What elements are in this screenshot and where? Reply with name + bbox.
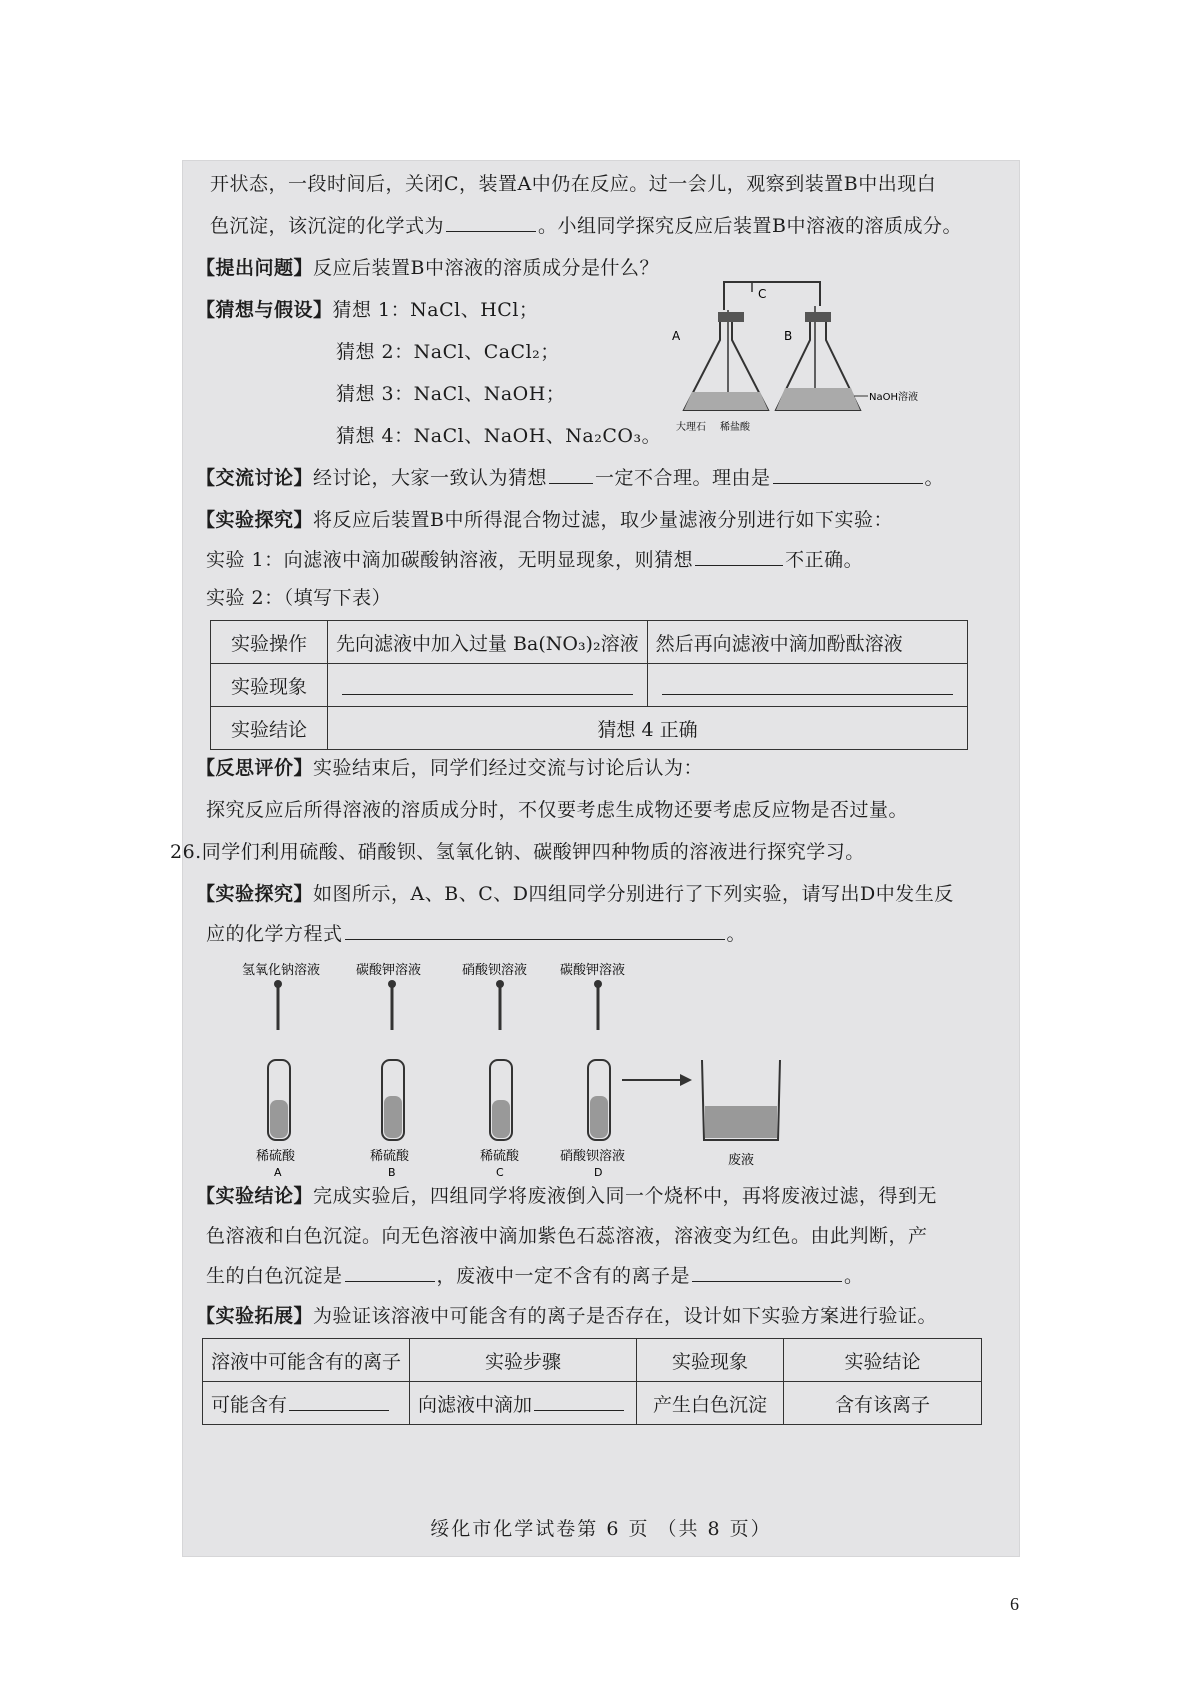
question-section: 【提出问题】反应后装置B中溶液的溶质成分是什么？: [196, 257, 659, 279]
label-b: B: [784, 329, 793, 343]
table-cell: 猜想 4 正确: [328, 707, 968, 750]
waste-beaker: [702, 1060, 780, 1168]
reflection-section: 【反思评价】实验结束后，同学们经过交流与讨论后认为：: [196, 757, 704, 779]
svg-text:A: A: [274, 1166, 282, 1179]
table-cell[interactable]: 向滤液中滴加: [410, 1382, 637, 1425]
svg-text:硝酸钡溶液: 硝酸钡溶液: [462, 963, 528, 978]
answer-cell[interactable]: [328, 664, 648, 707]
hypothesis-2: 猜想 2：NaCl、CaCl₂；: [336, 341, 560, 363]
table-header: 溶液中可能含有的离子: [203, 1339, 410, 1382]
equation-line: 应的化学方程式 。: [206, 923, 747, 945]
svg-text:D: D: [594, 1166, 603, 1179]
answer-blank[interactable]: [695, 547, 783, 566]
hypothesis-section: 【猜想与假设】猜想 1：NaCl、HCl；: [196, 299, 539, 321]
extension-table: [202, 1338, 982, 1425]
table-header: 实验结论: [784, 1339, 982, 1382]
conclusion-section: 【实验结论】完成实验后，四组同学将废液倒入同一个烧杯中，再将废液过滤，得到无: [196, 1185, 938, 1207]
experiment-26: 【实验探究】如图所示，A、B、C、D四组同学分别进行了下列实验，请写出D中发生反: [196, 883, 954, 905]
table-cell: 含有该离子: [784, 1382, 982, 1425]
svg-text:碳酸钾溶液: 碳酸钾溶液: [356, 963, 422, 978]
table-cell: 然后再向滤液中滴加酚酞溶液: [647, 621, 967, 664]
table-header: 实验现象: [637, 1339, 784, 1382]
page-footer: 绥化市化学试卷第 6 页 （共 8 页）: [430, 1518, 772, 1540]
test-tubes-diagram: [242, 960, 902, 1180]
experiment-1: 实验 1：向滤液中滴加碳酸钠溶液，无明显现象，则猜想 不正确。: [206, 549, 864, 571]
page-number: 6: [1010, 1594, 1019, 1614]
answer-cell[interactable]: [647, 664, 967, 707]
svg-text:B: B: [388, 1166, 396, 1179]
svg-text:氢氧化钠溶液: 氢氧化钠溶液: [242, 963, 321, 978]
naoh-label: NaOH溶液: [869, 392, 918, 403]
svg-text:稀硫酸: 稀硫酸: [370, 1149, 410, 1164]
tube-c: [462, 962, 527, 1179]
svg-text:稀硫酸: 稀硫酸: [480, 1149, 520, 1164]
table-cell[interactable]: 可能含有: [203, 1382, 410, 1425]
table-cell: 实验结论: [211, 707, 328, 750]
tube-d: [560, 962, 625, 1179]
table-cell: 实验现象: [211, 664, 328, 707]
answer-blank[interactable]: [534, 1392, 624, 1411]
marble-label: 大理石: [676, 422, 706, 433]
svg-text:废液: 废液: [728, 1153, 755, 1168]
tube-a: [242, 962, 320, 1179]
discussion-section: 【交流讨论】经讨论，大家一致认为猜想 一定不合理。理由是 。: [196, 467, 945, 489]
table-cell: 产生白色沉淀: [637, 1382, 784, 1425]
text-line: 开状态，一段时间后，关闭C，装置A中仍在反应。过一会儿，观察到装置B中出现白: [210, 173, 937, 195]
answer-blank[interactable]: [345, 1263, 435, 1282]
extension-section: 【实验拓展】为验证该溶液中可能含有的离子是否存在，设计如下实验方案进行验证。: [196, 1305, 938, 1327]
svg-text:稀硫酸: 稀硫酸: [256, 1149, 296, 1164]
answer-blank[interactable]: [549, 465, 593, 484]
answer-blank[interactable]: [289, 1392, 389, 1411]
hypothesis-3: 猜想 3：NaCl、NaOH；: [336, 383, 566, 405]
table-cell: 实验操作: [211, 621, 328, 664]
conclusion-line-3: 生的白色沉淀是 ，废液中一定不含有的离子是 。: [206, 1265, 864, 1287]
acid-label: 稀盐酸: [720, 422, 750, 433]
scanned-exam-page: [170, 160, 1020, 1557]
label-c: C: [758, 287, 767, 301]
flask-apparatus-diagram: [672, 270, 922, 445]
table-header: 实验步骤: [410, 1339, 637, 1382]
experiment-2: 实验 2：（填写下表）: [206, 587, 392, 609]
svg-text:硝酸钡溶液: 硝酸钡溶液: [560, 1149, 626, 1164]
answer-blank[interactable]: [345, 921, 725, 940]
answer-blank[interactable]: [692, 1263, 842, 1282]
experiment-table: [210, 620, 968, 750]
svg-text:碳酸钾溶液: 碳酸钾溶液: [560, 963, 626, 978]
tube-b: [356, 962, 421, 1179]
table-cell: 先向滤液中加入过量 Ba(NO₃)₂溶液: [328, 621, 648, 664]
label-a: A: [672, 329, 681, 343]
svg-text:C: C: [496, 1166, 504, 1179]
conclusion-line-2: 色溶液和白色沉淀。向无色溶液中滴加紫色石蕊溶液，溶液变为红色。由此判断，产: [206, 1225, 928, 1247]
arrow: [622, 1074, 692, 1086]
text-line: 色沉淀，该沉淀的化学式为 。小组同学探究反应后装置B中溶液的溶质成分。: [210, 215, 962, 237]
hypothesis-4: 猜想 4：NaCl、NaOH、Na₂CO₃。: [336, 425, 662, 447]
question-26: 26.同学们利用硫酸、硝酸钡、氢氧化钠、碳酸钾四种物质的溶液进行探究学习。: [170, 841, 865, 863]
experiment-section: 【实验探究】将反应后装置B中所得混合物过滤，取少量滤液分别进行如下实验：: [196, 509, 893, 531]
answer-blank[interactable]: [773, 465, 923, 484]
answer-blank[interactable]: [446, 213, 536, 232]
reflection-text: 探究反应后所得溶液的溶质成分时，不仅要考虑生成物还要考虑反应物是否过量。: [206, 799, 909, 821]
